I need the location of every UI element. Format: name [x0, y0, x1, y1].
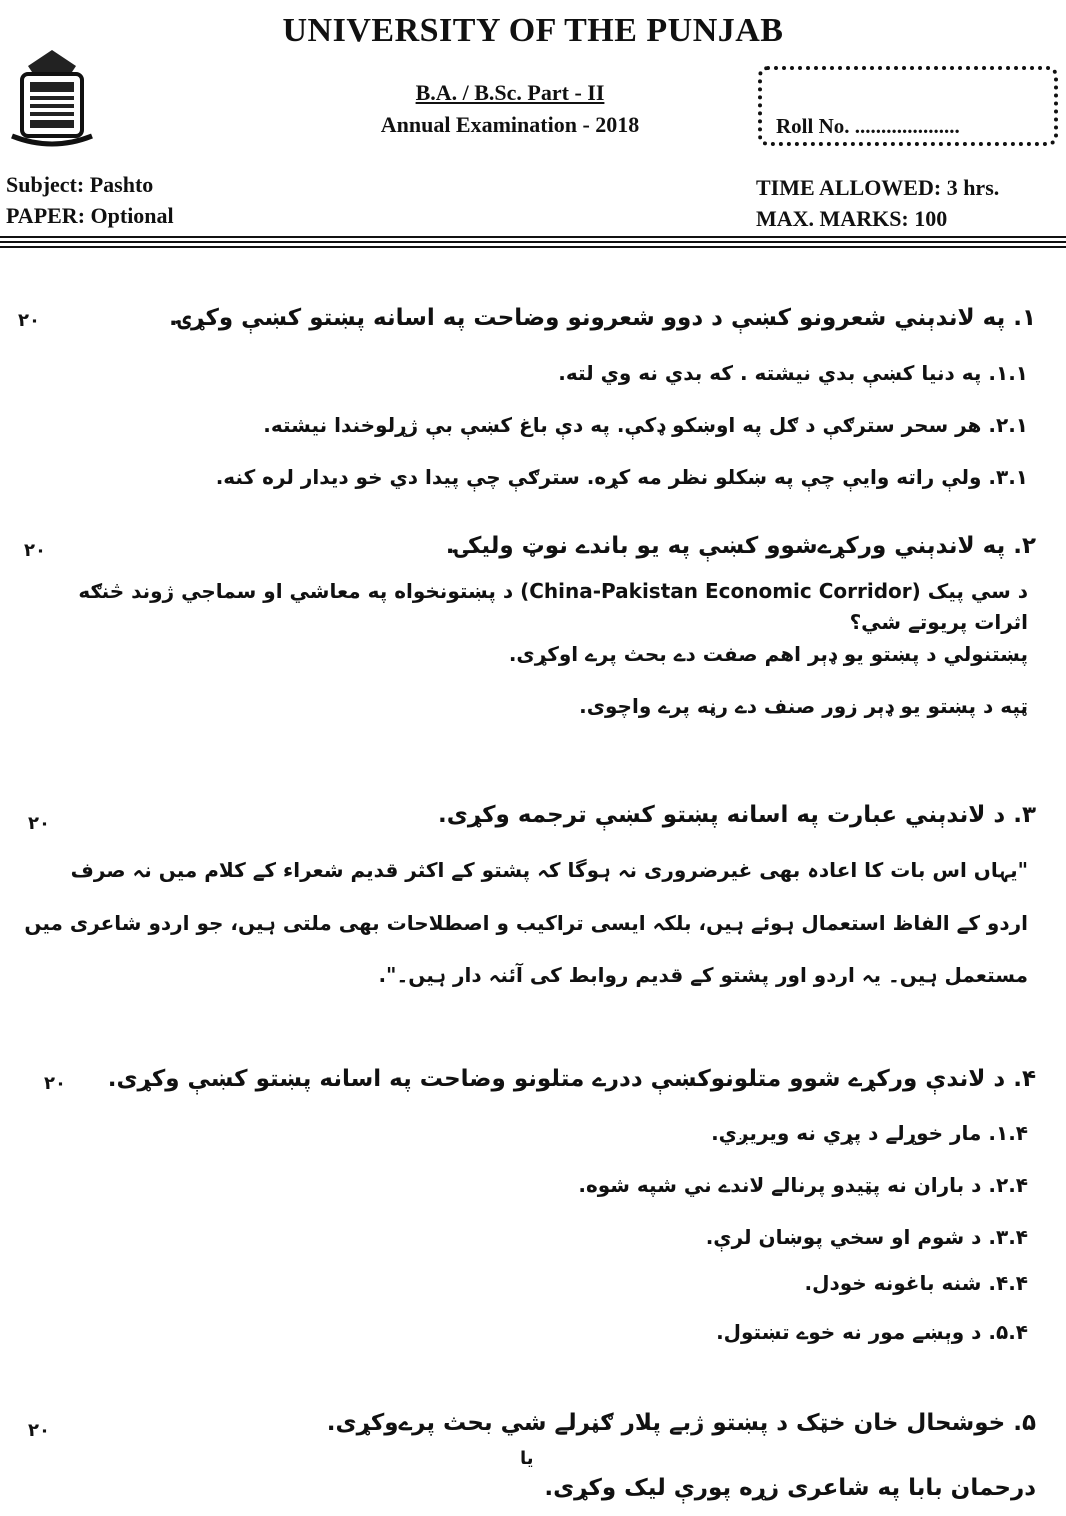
q2-line-3: پښتنولي د پښتو يو ډېر اهم صفت دے بحث پرے اوکړی. — [508, 642, 1028, 666]
q2-line-1: د سي پيک (China-Pakistan Economic Corridor) د پښتونخواه په معاشي او سماجي ژوند څنګه — [78, 579, 1028, 603]
q3-paragraph-line-1: "یہاں اس بات کا اعادہ بھی غیرضروری نہ ہوگا کہ پشتو کے اکثر قدیم شعراء کے کلام میں نہ صرف — [70, 858, 1028, 882]
q3-paragraph-line-2: اردو کے الفاظ استعمال ہوئے ہیں، بلکہ ایسی تراکیب و اصطلاحات بھی ملتی ہیں، جو اردو شاعری میں — [24, 911, 1028, 935]
q4-text: ۴. د لاندې ورکړے شوو متلونوکښې ددرے متلونو وضاحت په اسانه پښتو کښې وکړی. — [107, 1066, 1036, 1092]
exam-label: Annual Examination - 2018 — [380, 112, 640, 137]
header-divider — [0, 241, 1066, 243]
q3-text: ۳. د لاندېني عبارت په اسانه پښتو کښې ترجمه وکړی. — [438, 802, 1036, 828]
q1-marks: ۲۰ — [18, 310, 40, 331]
university-title: UNIVERSITY OF THE PUNJAB — [282, 12, 784, 49]
q1-part-1: ۱.۱. په دنيا کښې بدي نيشته . که بدي نه وي لته. — [558, 361, 1028, 385]
q2-line-2: اثرات پريوتے شي؟ — [849, 610, 1028, 634]
q3-marks: ۲۰ — [28, 813, 50, 834]
q4-part-5: ۵.۴. د وېښے مور نه خوے تښتول. — [716, 1320, 1028, 1344]
q4-part-2: ۲.۴. د باران نه پټيدو پرنالے لاندے ني شپه شوه. — [578, 1173, 1028, 1197]
q5-or-label: يا — [520, 1448, 534, 1469]
max-marks-label: MAX. MARKS: 100 — [756, 206, 948, 231]
program-label: B.A. / B.Sc. Part - II — [415, 80, 605, 105]
paper-label: PAPER: Optional — [6, 203, 174, 228]
university-crest-icon — [8, 44, 96, 152]
q5-text: ۵. خوشحال خان خټک د پښتو ژبے پلار ګڼرلے شي بحث پرےوکړی. — [326, 1410, 1036, 1436]
q1-part-3: ۳.۱. ولې راته وايې چې په ښکلو نظر مه کړه. سترګې چې پيدا دي خو ديدار لره کنه. — [215, 465, 1028, 489]
subject-label: Subject: Pashto — [6, 172, 154, 197]
q4-marks: ۲۰ — [44, 1073, 66, 1094]
q1-text: ۱. په لاندېني شعرونو کښې د دوو شعرونو وضاحت په اسانه پښتو کښې وکړۍ. — [168, 305, 1036, 331]
q4-part-3: ۳.۴. د شوم او سخي پوښان لرې. — [705, 1225, 1028, 1249]
roll-number-label: Roll No. .................... — [776, 114, 960, 138]
q2-line-4: ټپه د پښتو يو ډېر زور صنف دے رڼه پرے واچوی. — [579, 694, 1028, 718]
q2-marks: ۲۰ — [24, 540, 46, 561]
header-divider — [0, 236, 1066, 238]
header-divider — [0, 246, 1066, 248]
q5-alternative: درحمان بابا په شاعری زړه پورې ليک وکړی. — [544, 1475, 1036, 1501]
q2-text: ۲. په لاندېني ورکړےشوو کښې په يو باندے نوټ وليکۍ. — [445, 533, 1036, 559]
q4-part-4: ۴.۴. شنه باغونه خودل. — [804, 1271, 1028, 1295]
q3-paragraph-line-3: مستعمل ہیں۔ یہ اردو اور پشتو کے قدیم روابط کی آئنہ دار ہیں۔". — [378, 963, 1028, 987]
time-allowed-label: TIME ALLOWED: 3 hrs. — [756, 175, 1000, 200]
q4-part-1: ۱.۴. مار خوړلے د پړي نه ويريږي. — [711, 1121, 1028, 1145]
q1-part-2: ۲.۱. هر سحر سترګې د ګل په اوښکو ډکې. په دې باغ کښې بې ژړلوخندا نيشته. — [263, 413, 1028, 437]
q5-marks: ۲۰ — [28, 1420, 50, 1441]
